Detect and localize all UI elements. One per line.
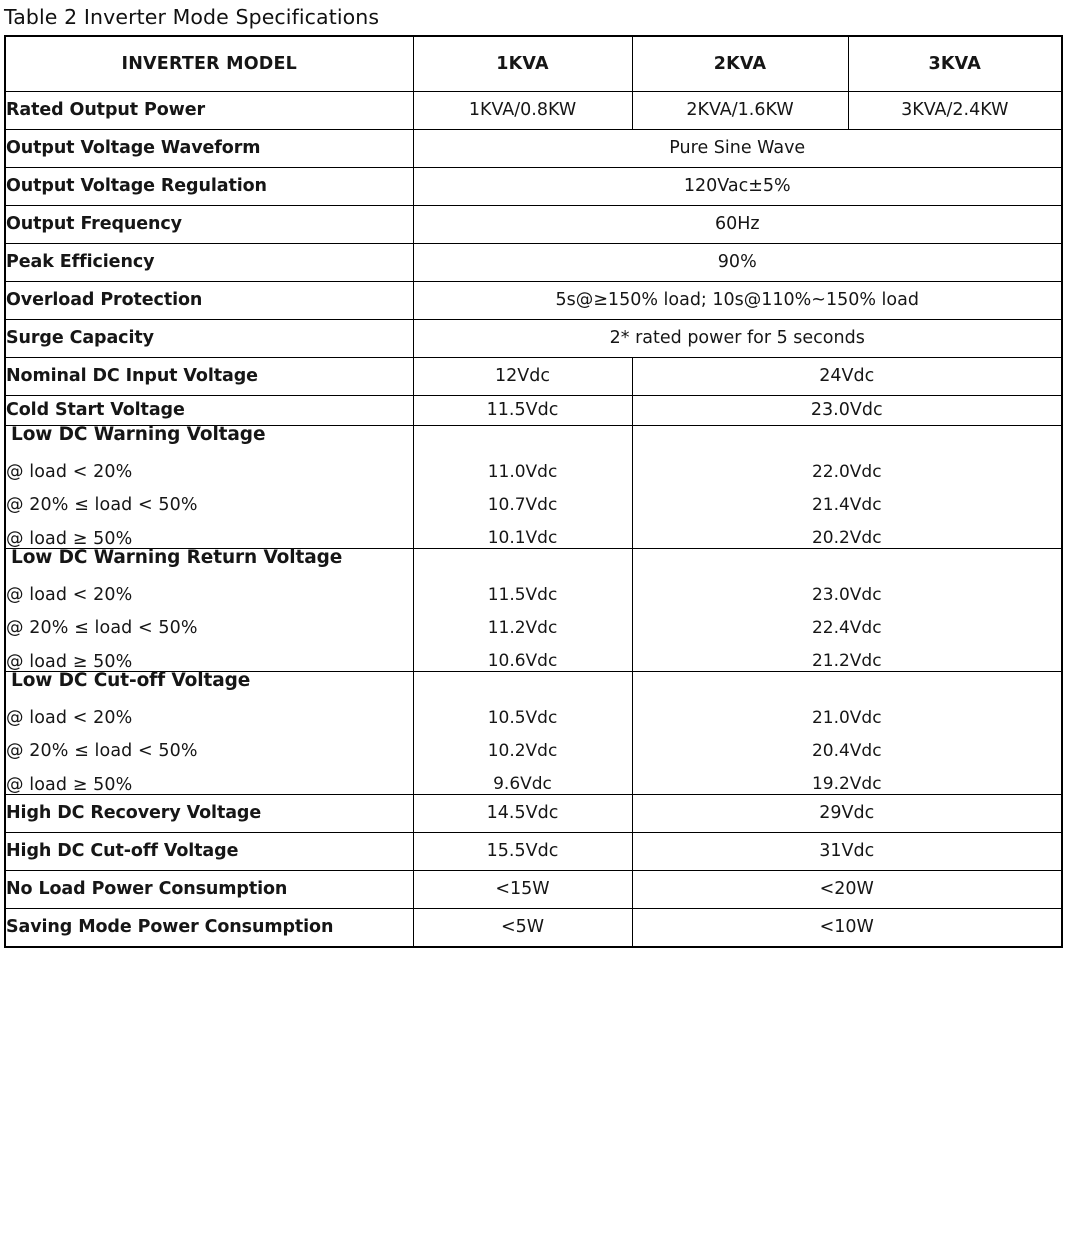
row-label: No Load Power Consumption — [5, 871, 413, 909]
table-row-group — [5, 672, 1062, 795]
table-row — [5, 320, 1062, 358]
spacer — [414, 673, 632, 694]
inverter-mode-specifications-table — [4, 35, 1063, 948]
cell-2kva-3kva: 20.2Vdc — [811, 528, 882, 548]
load-condition: @ load < 20% — [6, 461, 133, 482]
row-label: Rated Output Power — [5, 92, 413, 130]
cell-2kva-3kva: 23.0Vdc — [632, 396, 1062, 426]
spacer — [633, 427, 1062, 448]
spacer — [633, 673, 1062, 694]
row-label: Output Voltage Regulation — [5, 168, 413, 206]
cell-1kva: 14.5Vdc — [413, 795, 632, 833]
cell-2kva-3kva: 29Vdc — [632, 795, 1062, 833]
load-condition: @ 20% ≤ load < 50% — [6, 618, 198, 638]
row-label: Surge Capacity — [5, 320, 413, 358]
cell-1kva: <15W — [413, 871, 632, 909]
group-title: Low DC Cut-off Voltage — [11, 670, 251, 691]
table-row — [5, 244, 1062, 282]
cell-2kva-3kva: 21.0Vdc — [811, 708, 882, 728]
cell-1kva: 9.6Vdc — [493, 774, 552, 794]
row-label-group — [5, 426, 413, 549]
spacer — [633, 550, 1062, 571]
cell-2kva-3kva-group — [632, 426, 1062, 549]
load-condition: @ load < 20% — [6, 584, 133, 605]
table-row — [5, 92, 1062, 130]
table-row — [5, 206, 1062, 244]
table-row — [5, 833, 1062, 871]
load-condition: @ 20% ≤ load < 50% — [6, 495, 198, 515]
table-row — [5, 909, 1062, 948]
table-header-row — [5, 36, 1062, 92]
row-label-group — [5, 549, 413, 672]
cell-2kva-3kva: 21.2Vdc — [811, 651, 882, 671]
cell-all-models: Pure Sine Wave — [413, 130, 1062, 168]
cell-all-models: 90% — [413, 244, 1062, 282]
cell-all-models: 120Vac±5% — [413, 168, 1062, 206]
cell-2kva-3kva: 19.2Vdc — [811, 774, 882, 794]
cell-1kva: 10.1Vdc — [487, 528, 558, 548]
group-title: Low DC Warning Voltage — [11, 424, 266, 445]
cell-2kva-3kva-group — [632, 672, 1062, 795]
cell-2kva-3kva: 20.4Vdc — [811, 741, 882, 761]
table-row-group — [5, 549, 1062, 672]
load-condition: @ load ≥ 50% — [6, 774, 133, 795]
cell-1kva: 11.2Vdc — [487, 618, 558, 638]
table-row — [5, 871, 1062, 909]
header-2kva: 2KVA — [632, 36, 848, 92]
row-label: High DC Recovery Voltage — [5, 795, 413, 833]
cell-1kva: <5W — [413, 909, 632, 948]
cell-2kva-3kva-group — [632, 549, 1062, 672]
cell-all-models: 2* rated power for 5 seconds — [413, 320, 1062, 358]
cell-1kva: 12Vdc — [413, 358, 632, 396]
cell-2kva-3kva: 23.0Vdc — [811, 585, 882, 605]
row-label: High DC Cut-off Voltage — [5, 833, 413, 871]
cell-2kva-3kva: 22.4Vdc — [811, 618, 882, 638]
cell-2kva-3kva: <20W — [632, 871, 1062, 909]
load-condition: @ load ≥ 50% — [6, 651, 133, 672]
row-label: Saving Mode Power Consumption — [5, 909, 413, 948]
cell-all-models: 60Hz — [413, 206, 1062, 244]
table-row — [5, 396, 1062, 426]
cell-1kva-group — [413, 426, 632, 549]
row-label: Peak Efficiency — [5, 244, 413, 282]
cell-1kva: 10.7Vdc — [487, 495, 558, 515]
table-row — [5, 130, 1062, 168]
load-condition: @ load ≥ 50% — [6, 528, 133, 549]
cell-1kva: 10.6Vdc — [487, 651, 558, 671]
cell-1kva-group — [413, 672, 632, 795]
header-inverter-model: INVERTER MODEL — [5, 36, 413, 92]
cell-2kva-3kva: 31Vdc — [632, 833, 1062, 871]
group-title: Low DC Warning Return Voltage — [11, 547, 343, 568]
table-row — [5, 168, 1062, 206]
cell-1kva: 15.5Vdc — [413, 833, 632, 871]
cell-1kva: 11.5Vdc — [487, 585, 558, 605]
cell-2kva: 2KVA/1.6KW — [632, 92, 848, 130]
cell-all-models: 5s@≥150% load; 10s@110%~150% load — [413, 282, 1062, 320]
header-1kva: 1KVA — [413, 36, 632, 92]
cell-3kva: 3KVA/2.4KW — [848, 92, 1062, 130]
table-row — [5, 358, 1062, 396]
table-row — [5, 282, 1062, 320]
cell-2kva-3kva: 24Vdc — [632, 358, 1062, 396]
row-label: Output Frequency — [5, 206, 413, 244]
row-label: Nominal DC Input Voltage — [5, 358, 413, 396]
row-label: Output Voltage Waveform — [5, 130, 413, 168]
cell-2kva-3kva: 22.0Vdc — [811, 462, 882, 482]
cell-2kva-3kva: <10W — [632, 909, 1062, 948]
load-condition: @ load < 20% — [6, 707, 133, 728]
cell-1kva: 1KVA/0.8KW — [413, 92, 632, 130]
table-caption: Table 2 Inverter Mode Specifications — [4, 5, 380, 29]
spacer — [414, 427, 632, 448]
load-condition: @ 20% ≤ load < 50% — [6, 741, 198, 761]
cell-1kva: 10.5Vdc — [487, 708, 558, 728]
row-label: Cold Start Voltage — [5, 396, 413, 426]
spacer — [414, 550, 632, 571]
table-row-group — [5, 426, 1062, 549]
row-label: Overload Protection — [5, 282, 413, 320]
cell-1kva-group — [413, 549, 632, 672]
cell-1kva: 11.5Vdc — [413, 396, 632, 426]
cell-1kva: 11.0Vdc — [487, 462, 558, 482]
cell-1kva: 10.2Vdc — [487, 741, 558, 761]
row-label-group — [5, 672, 413, 795]
header-3kva: 3KVA — [848, 36, 1062, 92]
cell-2kva-3kva: 21.4Vdc — [811, 495, 882, 515]
table-row — [5, 795, 1062, 833]
